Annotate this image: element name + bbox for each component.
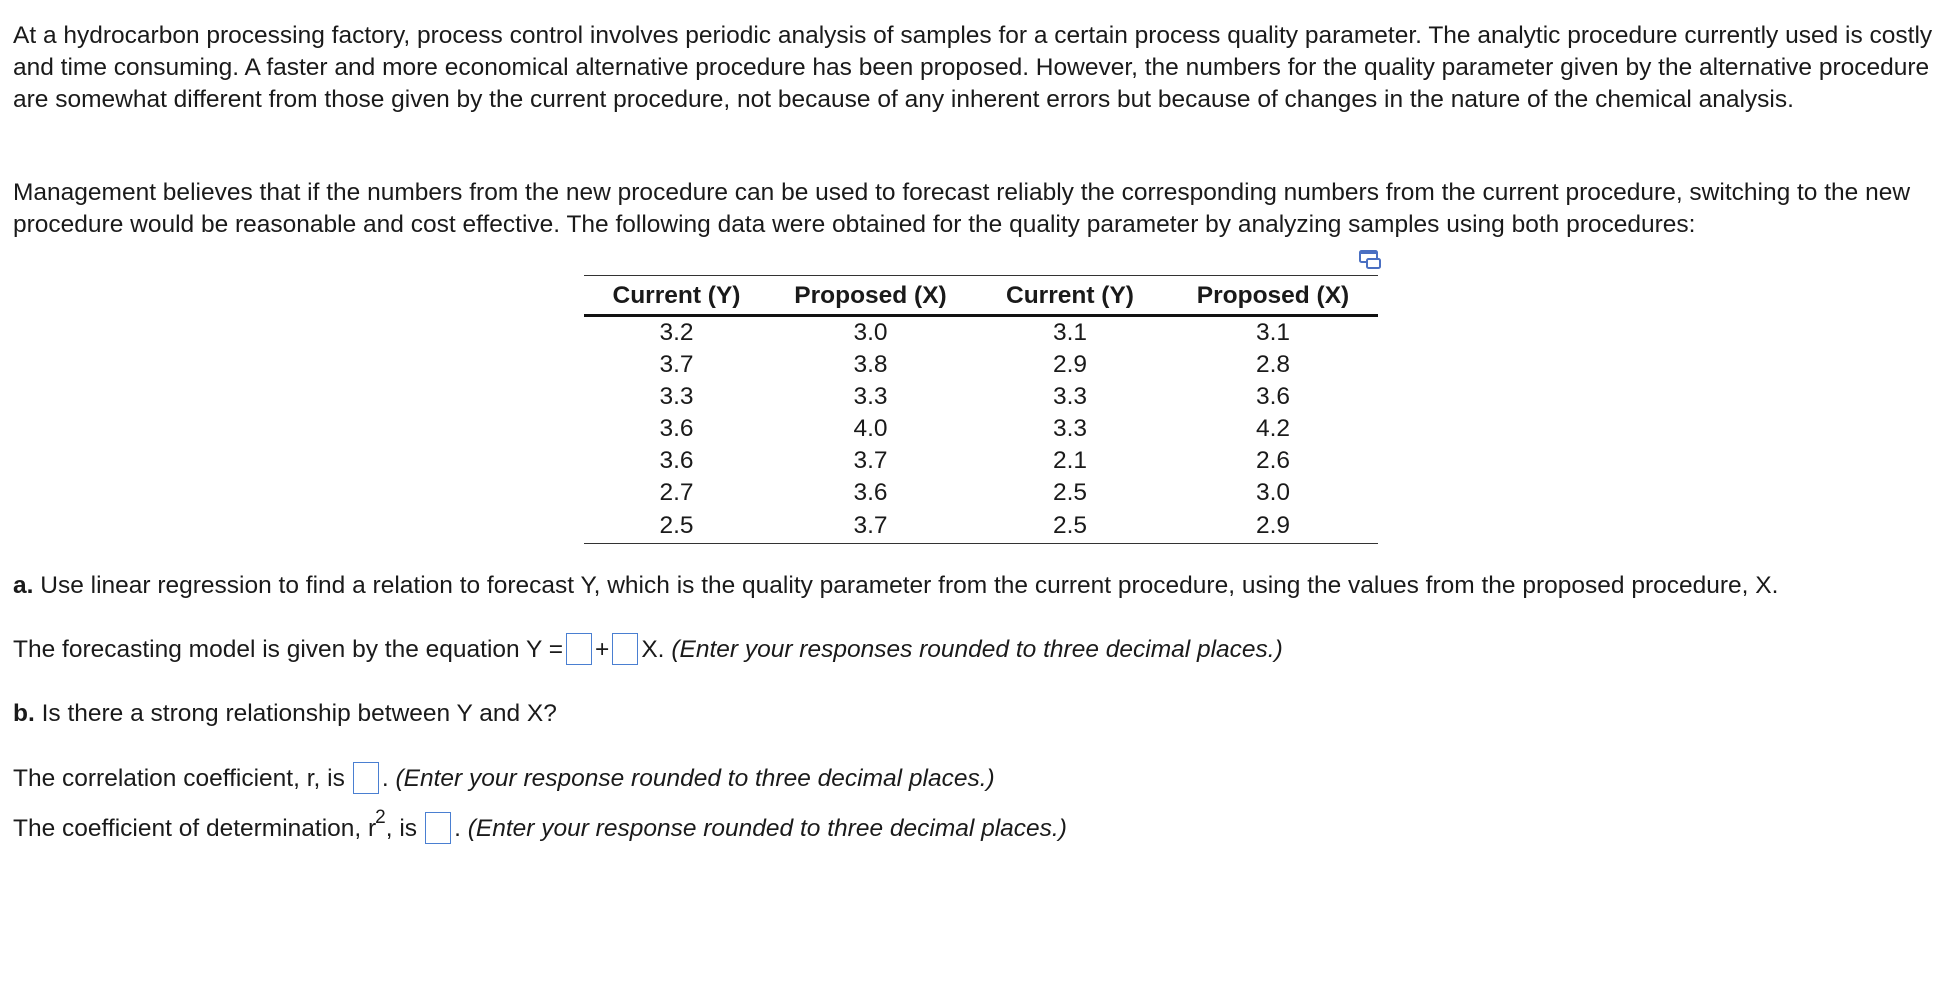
table-cell: 4.0 (853, 415, 888, 442)
part-b-question-text: Is there a strong relationship between Y and X? (41, 700, 557, 727)
intro-paragraph-2: Management believes that if the numbers from the new procedure can be used to forecast reliably the corresponding numbers from the current procedure, switching to the new procedure would be reasonable and cost effective. The following data were obtained for the quality parameter by analyzing samples using both procedures: (13, 179, 1911, 238)
copy-table-icon[interactable] (1358, 249, 1382, 271)
correlation-hint: (Enter your response rounded to three decimal places.) (395, 765, 995, 792)
table-cell: 3.3 (1052, 383, 1088, 410)
header-current-y-1: Current (Y) (584, 276, 769, 316)
x-suffix: X. (641, 636, 665, 663)
table-cell: 3.7 (769, 509, 972, 544)
determination-line (13, 807, 1067, 847)
table-cell: 2.9 (1168, 509, 1378, 544)
table-cell: 3.8 (853, 351, 888, 378)
table-cell: 2.8 (1255, 351, 1291, 378)
table-cell: 2.5 (1052, 479, 1088, 506)
table-cell: 2.5 (972, 509, 1168, 544)
table-cell: 2.5 (584, 509, 769, 544)
table-cell: 3.0 (853, 319, 888, 346)
forecast-equation-line (13, 634, 1283, 667)
table-cell: 3.3 (853, 383, 888, 410)
part-a-label: a. (13, 572, 34, 599)
correlation-answer-box[interactable] (353, 762, 379, 794)
table-cell: 3.3 (1052, 415, 1088, 442)
header-current-y-2: Current (Y) (972, 276, 1168, 316)
correlation-input[interactable] (354, 765, 378, 795)
table-row (584, 413, 1378, 445)
part-a-hint: (Enter your responses rounded to three decimal places.) (671, 636, 1283, 663)
table-row (584, 349, 1378, 381)
table-row (584, 477, 1378, 509)
determination-period: . (454, 815, 461, 842)
table-cell: 3.7 (853, 447, 888, 474)
table-header-row (584, 276, 1378, 316)
determination-prefix: The coefficient of determination, r (13, 815, 377, 842)
table-row (584, 316, 1378, 350)
table-cell: 3.0 (1255, 479, 1291, 506)
table-cell: 3.1 (1255, 319, 1291, 346)
table-cell: 3.6 (659, 447, 694, 474)
table-cell: 2.7 (659, 479, 694, 506)
equation-prefix: The forecasting model is given by the equation Y = (13, 636, 564, 663)
table-cell: 3.6 (1255, 383, 1291, 410)
table-cell: 2.1 (1052, 447, 1088, 474)
table-row (584, 381, 1378, 413)
determination-exponent: 2 (375, 807, 386, 828)
part-b-question (13, 698, 557, 730)
table-cell: 4.2 (1255, 415, 1291, 442)
correlation-period: . (381, 765, 389, 792)
part-b-label: b. (13, 700, 35, 727)
table-cell: 3.1 (1052, 319, 1088, 346)
table-cell: 3.2 (659, 319, 694, 346)
table-cell: 3.6 (659, 415, 694, 442)
table-cell: 2.6 (1255, 447, 1291, 474)
part-a-question (13, 570, 1778, 602)
intercept-answer-box[interactable] (566, 633, 592, 665)
intercept-input[interactable] (567, 636, 591, 666)
data-table (584, 275, 1378, 544)
determination-hint: (Enter your response rounded to three decimal places.) (467, 815, 1067, 842)
table-cell: 3.6 (853, 479, 888, 506)
table-cell: 2.9 (1052, 351, 1088, 378)
table-row (584, 509, 1378, 544)
plus-sign: + (595, 636, 610, 663)
correlation-prefix: The correlation coefficient, r, is (13, 765, 345, 792)
header-proposed-x-2: Proposed (X) (1168, 276, 1378, 316)
determination-mid: , is (385, 815, 418, 842)
slope-answer-box[interactable] (612, 633, 638, 665)
table-cell: 3.3 (659, 383, 694, 410)
part-a-question-text: Use linear regression to find a relation to forecast Y, which is the quality parameter from the current procedure, using the values from the proposed procedure, X. (40, 572, 1779, 599)
header-proposed-x-1: Proposed (X) (769, 276, 972, 316)
correlation-line (13, 763, 995, 796)
slope-input[interactable] (613, 636, 637, 666)
table-cell: 3.7 (659, 351, 694, 378)
intro-paragraph-1: At a hydrocarbon processing factory, process control involves periodic analysis of samples for a certain process quality parameter. The analytic procedure currently used is costly and time consuming. A faster and more economical alternative procedure has been proposed. However, the numbers for the quality parameter given by the alternative procedure are somewhat different from those given by the current procedure, not because of any inherent errors but because of changes in the nature of the chemical analysis. (13, 22, 1933, 113)
determination-input[interactable] (426, 815, 450, 845)
table-row (584, 445, 1378, 477)
determination-answer-box[interactable] (425, 812, 451, 844)
